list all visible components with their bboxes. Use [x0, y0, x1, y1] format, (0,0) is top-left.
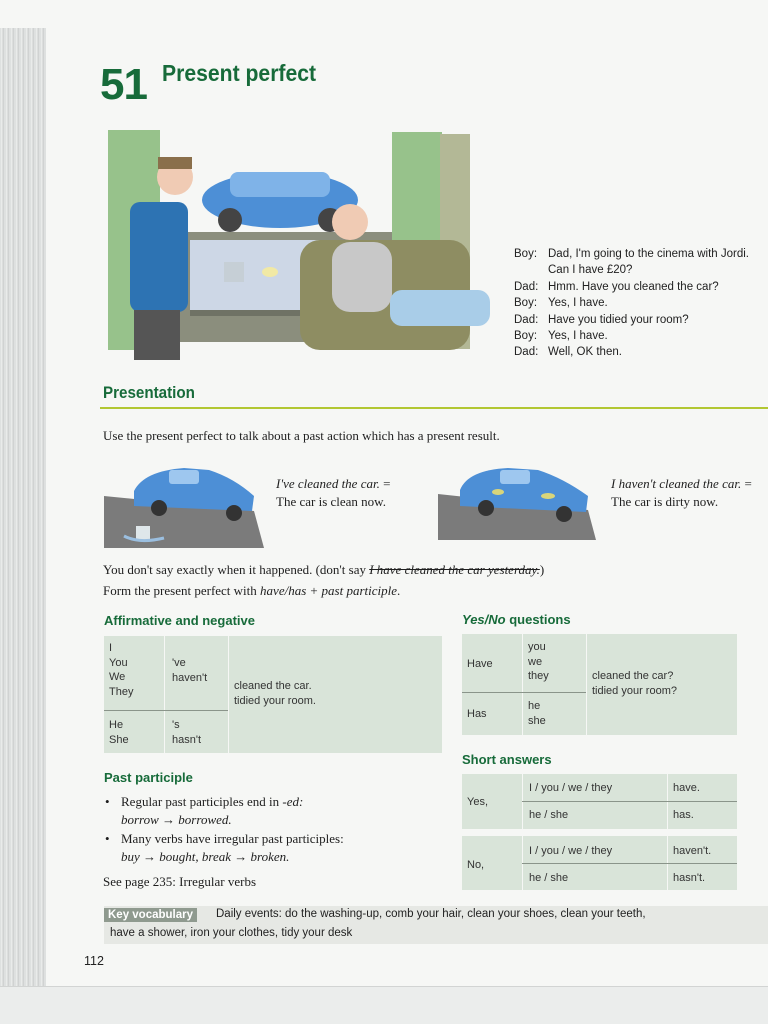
answer-havent: haven't.: [673, 845, 712, 857]
question-objects: cleaned the car? tidied your room?: [592, 670, 677, 697]
subjects-plural: I You We They: [109, 642, 134, 698]
answer-has: has.: [673, 809, 694, 821]
dialogue-illustration: [100, 122, 500, 367]
short-answers-heading: Short answers: [462, 752, 552, 767]
dirty-car-caption: I haven't cleaned the car. = The car is dirty now.: [611, 476, 752, 509]
key-vocabulary-label: Key vocabulary: [104, 908, 197, 922]
list-item: • Regular past participles end in -ed: borrow → borrowed.: [103, 793, 344, 828]
form-note: Form the present perfect with have/has + past participle.: [103, 583, 401, 598]
dialogue-line: Boy: Yes, I have.: [514, 297, 608, 310]
have-label: Have: [467, 658, 493, 670]
key-vocabulary-box: [104, 906, 768, 944]
dialogue: [514, 246, 749, 361]
answer-hasnt: hasn't.: [673, 872, 706, 884]
no-label: No,: [467, 859, 485, 871]
clean-car-illustration: [104, 456, 264, 548]
book-gutter: [0, 28, 46, 996]
short-answers-yes-table: [462, 774, 737, 829]
presentation-heading: Presentation: [103, 384, 195, 402]
affirmative-heading: Affirmative and negative: [104, 613, 255, 628]
list-item: • Many verbs have irregular past participles: buy → bought, break → broken.: [103, 830, 344, 865]
dialogue-line: Boy: Dad, I'm going to the cinema with Jordi.: [514, 248, 749, 260]
short-answers-no-table: [462, 836, 737, 890]
yes-plural: I / you / we / they: [529, 782, 613, 794]
has-subjects: he she: [528, 700, 546, 727]
unit-number: 51: [100, 60, 147, 109]
dirty-car-illustration: [438, 460, 596, 540]
has-label: Has: [467, 708, 487, 720]
unit-title: Present perfect: [162, 60, 317, 86]
dialogue-line: Can I have £20?: [548, 264, 633, 277]
no-plural: I / you / we / they: [529, 845, 613, 857]
page-bottom-edge: [0, 986, 768, 1024]
dialogue-line: Dad: Well, OK then.: [514, 346, 622, 359]
see-page-reference: See page 235: Irregular verbs: [103, 874, 257, 889]
dialogue-line: Boy: Yes, I have.: [514, 330, 608, 343]
questions-table: [462, 634, 737, 735]
answer-have: have.: [673, 782, 700, 794]
no-singular: he / she: [529, 872, 569, 884]
have-subjects: you we they: [528, 641, 549, 682]
clean-car-caption: I've cleaned the car. = The car is clean now.: [276, 476, 391, 509]
past-participle-heading: Past participle: [104, 770, 193, 785]
aux-plural: 've haven't: [172, 657, 208, 684]
object-phrases: cleaned the car. tidied your room.: [234, 680, 316, 707]
past-participle-list: [103, 793, 344, 867]
presentation-intro: Use the present perfect to talk about a past action which has a present result.: [103, 428, 500, 443]
yes-label: Yes,: [467, 796, 489, 808]
dialogue-line: Dad: Hmm. Have you cleaned the car?: [514, 280, 719, 293]
questions-heading: Yes/No questions: [462, 612, 571, 627]
yes-singular: he / she: [529, 809, 569, 821]
dialogue-line: Dad: Have you tidied your room?: [514, 313, 689, 326]
when-note: You don't say exactly when it happened. (don't say I have cleaned the car yesterday.): [103, 562, 545, 577]
section-rule: [100, 407, 768, 409]
affirmative-table: [104, 636, 442, 753]
subjects-singular: He She: [109, 719, 129, 746]
aux-singular: 's hasn't: [172, 719, 202, 746]
page-number: 112: [84, 954, 104, 968]
key-vocabulary-line2: have a shower, iron your clothes, tidy your desk: [110, 927, 353, 939]
key-vocabulary-line1: Daily events: do the washing-up, comb your hair, clean your shoes, clean your teeth,: [216, 908, 646, 920]
